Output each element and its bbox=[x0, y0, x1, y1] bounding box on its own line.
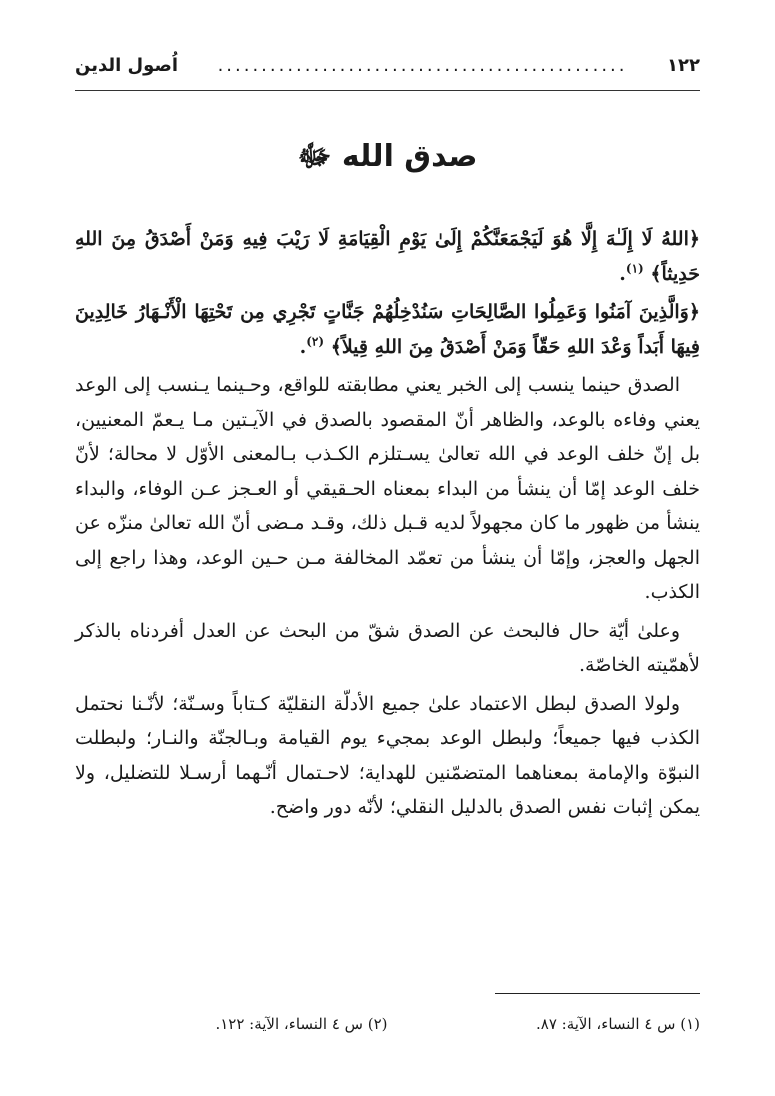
paragraph-1: الصدق حينما ينسب إلى الخبر يعني مطابقته للواقع، وحـينما يـنسب إلى الوعد يعني وفاءه بالوعد، والظاهر أنّ المقصود بالصدق في الآيـتين مـا يـعمّ المعنيين، بل إنّ خلف الوعد في الله تعالىٰ يسـتلزم الكـذب بـالمعنى الأوّل لا محالة؛ لأنّ خلف الوعد إمّا أن ينشأ من البداء بمعناه الحـقيقي أو العـجز عـن الوفاء، والبداء ينشأ من ظهور ما كان مجهولاً لديه قـبل ذلك، وقـد مـضى أنّ الله تعالىٰ منزّه عن الجهل والعجز، وإمّا أن ينشأ من تعمّد المخالفة مـن حـين الوعد، وهذا راجع إلى الكذب. bbox=[75, 374, 700, 603]
footnote-ref-2: (٢) bbox=[306, 334, 325, 349]
footnote-ref-1: (١) bbox=[625, 261, 644, 276]
body-text bbox=[75, 222, 700, 829]
page-number: ١٢٢ bbox=[667, 54, 700, 76]
verse-text: ﴿وَالَّذِينَ آمَنُوا وَعَمِلُوا الصَّالِحَاتِ سَنُدْخِلُهُمْ جَنَّاتٍ تَجْرِي مِن تَحْتِهَا الْأَنْـهَارُ خَالِدِينَ فِيهَا أَبَداً وَعْدَ اللهِ حَقّاً وَمَنْ أَصْدَقُ مِنَ اللهِ قِيلاً﴾ bbox=[75, 301, 700, 358]
footnote-1: (١) س ٤ النساء، الآية: ٨٧. bbox=[535, 1015, 700, 1033]
section-title: صدق الله ﷻ bbox=[297, 139, 478, 174]
header-divider bbox=[75, 90, 700, 91]
verse-text: ﴿اللهُ لَا إِلَـٰهَ إِلَّا هُوَ لَيَجْمَعَنَّكُمْ إِلَىٰ يَوْمِ الْقِيَامَةِ لَا رَيْبَ فِيهِ وَمَنْ أَصْدَقُ مِنَ اللهِ حَدِيثاً﴾ bbox=[75, 228, 700, 285]
running-header bbox=[75, 48, 700, 82]
quran-verse-1 bbox=[75, 222, 700, 291]
footnote-2: (٢) س ٤ النساء، الآية: ١٢٢. bbox=[215, 1015, 388, 1033]
verse-end-dot: . bbox=[299, 335, 307, 358]
verse-end-dot: . bbox=[619, 262, 626, 285]
quran-verse-2 bbox=[75, 295, 700, 364]
footnotes bbox=[75, 1015, 700, 1033]
header-dot-leader: ............................................... bbox=[217, 54, 628, 76]
paragraph-2: وعلىٰ أيّة حال فالبحث عن الصدق شقّ من البحث عن العدل أفردناه بالذكر لأهمّيته الخاصّة. bbox=[75, 619, 700, 676]
book-title: اُصول الدين bbox=[75, 54, 179, 76]
paragraph-3: ولولا الصدق لبطل الاعتماد علىٰ جميع الأدلّة النقليّة كـتاباً وسـنّة؛ لأنّـنا نحتمل الكذب فيها جميعاً؛ ولبطل الوعد بمجيء يوم القيامة وبـالجنّة والنـار؛ ولبطلت النبوّة والإمامة بمعناهما المتضمّنين للهداية؛ لاحـتمال أنّـهما أرسـلا للتضليل، ولا يمكن إثبات نفس الصدق بالدليل النقلي؛ لأنّه دور واضح. bbox=[75, 692, 700, 818]
footnote-divider bbox=[495, 993, 700, 994]
